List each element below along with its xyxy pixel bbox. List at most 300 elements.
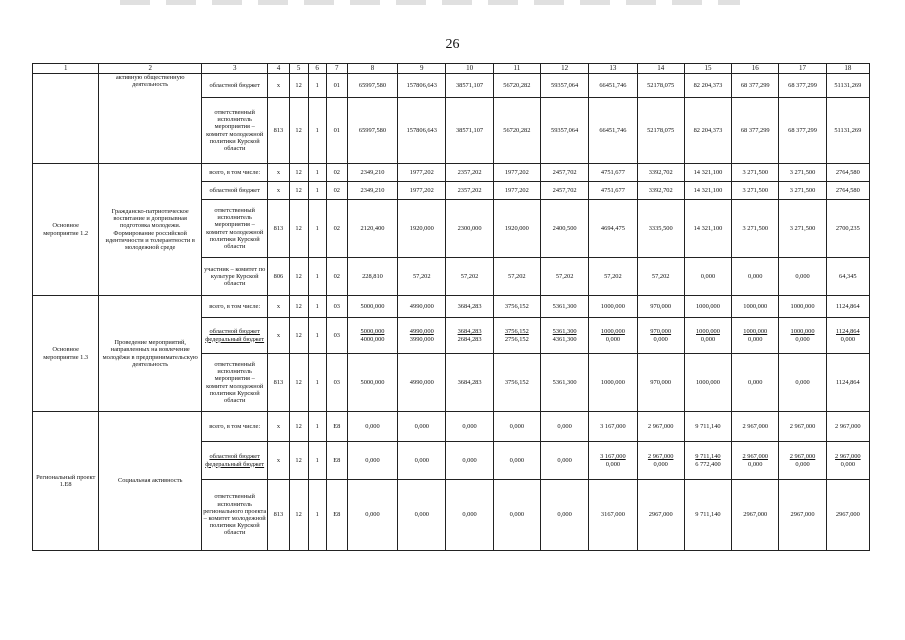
value-cell bbox=[493, 74, 540, 98]
value-cell bbox=[398, 480, 446, 551]
value-line: 0,000 bbox=[795, 378, 810, 386]
code-c4-cell: 813 bbox=[268, 200, 289, 258]
code-c4-cell: x bbox=[268, 296, 289, 318]
value-line: 2 967,000 bbox=[789, 453, 816, 461]
value-line: 57,202 bbox=[555, 272, 574, 280]
value-line: 2457,702 bbox=[552, 186, 577, 194]
value-cell bbox=[826, 182, 869, 200]
header-cell: 11 bbox=[493, 64, 540, 74]
value-cell bbox=[347, 200, 397, 258]
value-cell bbox=[589, 296, 637, 318]
value-line: 2457,702 bbox=[552, 168, 577, 176]
value-line: 0,000 bbox=[365, 456, 380, 464]
value-cell bbox=[779, 480, 826, 551]
value-cell bbox=[684, 442, 731, 480]
value-cell bbox=[540, 164, 588, 182]
value-line: 52178,075 bbox=[647, 126, 675, 134]
value-cell bbox=[779, 164, 826, 182]
value-cell bbox=[826, 74, 869, 98]
value-cell bbox=[446, 98, 493, 164]
value-line: 0,000 bbox=[365, 511, 380, 519]
value-cell bbox=[493, 258, 540, 296]
value-cell bbox=[637, 200, 684, 258]
value-line: 1920,000 bbox=[409, 224, 434, 232]
value-line: 0,000 bbox=[748, 335, 763, 343]
value-line: 1977,202 bbox=[504, 186, 529, 194]
value-cell bbox=[540, 98, 588, 164]
value-cell bbox=[732, 318, 779, 354]
code-c4-cell: x bbox=[268, 74, 289, 98]
value-line: 2349,210 bbox=[360, 186, 385, 194]
value-line: 5000,000 bbox=[360, 328, 385, 336]
value-line: 14 321,100 bbox=[693, 186, 723, 194]
value-cell bbox=[732, 98, 779, 164]
value-line: 4990,000 bbox=[409, 328, 434, 336]
value-line: 1000,000 bbox=[600, 328, 625, 336]
value-cell bbox=[732, 412, 779, 442]
value-line: 3684,283 bbox=[457, 378, 482, 386]
value-line: 4751,677 bbox=[600, 168, 625, 176]
value-line: 68 377,299 bbox=[740, 81, 770, 89]
executor-cell: ответственный исполнитель мероприятия – комитет молодежной политики Курской области bbox=[202, 200, 268, 258]
value-line: 3 271,500 bbox=[789, 186, 816, 194]
value-cell bbox=[589, 412, 637, 442]
value-cell bbox=[347, 480, 397, 551]
value-line: 2357,202 bbox=[457, 186, 482, 194]
value-cell bbox=[589, 442, 637, 480]
value-cell bbox=[493, 318, 540, 354]
code-c6-cell: 1 bbox=[308, 412, 326, 442]
value-line: 2 967,000 bbox=[835, 422, 861, 430]
value-line: 1000,000 bbox=[695, 328, 720, 336]
code-c7-cell: E8 bbox=[326, 442, 347, 480]
value-cell bbox=[637, 74, 684, 98]
value-line: 0,000 bbox=[700, 272, 716, 280]
value-line: 38571,107 bbox=[455, 126, 484, 134]
code-c5-cell: 12 bbox=[289, 74, 308, 98]
value-cell bbox=[347, 98, 397, 164]
value-line: 56720,282 bbox=[503, 126, 531, 134]
value-line: 52178,075 bbox=[647, 81, 675, 89]
value-cell bbox=[732, 74, 779, 98]
value-line: 5361,300 bbox=[552, 328, 577, 336]
value-cell bbox=[826, 296, 869, 318]
executor-cell: областной бюджет bbox=[202, 74, 268, 98]
value-line: 3167,000 bbox=[600, 511, 625, 519]
value-cell bbox=[732, 354, 779, 412]
value-cell bbox=[779, 258, 826, 296]
value-cell bbox=[732, 182, 779, 200]
header-cell: 12 bbox=[540, 64, 588, 74]
value-line: 57,202 bbox=[651, 272, 670, 280]
value-line: 57,202 bbox=[604, 272, 622, 280]
value-line: 157806,643 bbox=[406, 126, 437, 134]
value-line: 0,000 bbox=[557, 456, 572, 464]
value-cell bbox=[347, 442, 397, 480]
value-line: 3 271,500 bbox=[789, 168, 816, 176]
value-cell bbox=[732, 442, 779, 480]
value-line: 68 377,299 bbox=[788, 81, 817, 89]
executor-cell: участник – комитет по культуре Курской области bbox=[202, 258, 268, 296]
value-line: 3684,283 bbox=[457, 328, 482, 336]
value-line: 82 204,373 bbox=[693, 81, 723, 89]
code-c5-cell: 12 bbox=[289, 98, 308, 164]
code-c4-cell: x bbox=[268, 318, 289, 354]
value-line: 0,000 bbox=[414, 422, 429, 430]
header-cell: 9 bbox=[398, 64, 446, 74]
value-cell bbox=[398, 164, 446, 182]
header-cell: 14 bbox=[637, 64, 684, 74]
value-line: 3990,000 bbox=[409, 335, 434, 343]
value-cell bbox=[540, 412, 588, 442]
value-line: 3 167,000 bbox=[600, 422, 626, 430]
value-cell bbox=[493, 182, 540, 200]
value-line: 14 321,100 bbox=[693, 168, 723, 176]
value-line: 1124,864 bbox=[835, 378, 860, 386]
program-code-cell bbox=[33, 74, 99, 164]
value-line: 5361,300 bbox=[552, 378, 577, 386]
value-cell bbox=[398, 182, 446, 200]
value-line: 0,000 bbox=[840, 335, 856, 343]
value-cell bbox=[446, 412, 493, 442]
value-line: 5000,000 bbox=[360, 378, 385, 386]
value-line: 0,000 bbox=[795, 460, 810, 468]
value-cell bbox=[637, 354, 684, 412]
value-line: 2764,580 bbox=[835, 168, 860, 176]
value-line: 2967,000 bbox=[743, 511, 768, 519]
value-line: 0,000 bbox=[462, 422, 477, 430]
code-c6-cell: 1 bbox=[308, 74, 326, 98]
value-cell bbox=[347, 296, 397, 318]
value-line: 1000,000 bbox=[743, 328, 768, 336]
value-line: 0,000 bbox=[605, 460, 621, 468]
value-line: 157806,643 bbox=[406, 81, 437, 89]
value-line: 4990,000 bbox=[409, 378, 434, 386]
code-c6-cell: 1 bbox=[308, 182, 326, 200]
value-line: 0,000 bbox=[557, 511, 572, 519]
value-cell bbox=[779, 412, 826, 442]
value-cell bbox=[589, 354, 637, 412]
code-c5-cell: 12 bbox=[289, 164, 308, 182]
value-line: 2349,210 bbox=[360, 168, 385, 176]
value-cell bbox=[684, 258, 731, 296]
value-cell bbox=[637, 442, 684, 480]
value-cell bbox=[540, 182, 588, 200]
value-cell bbox=[826, 200, 869, 258]
value-line: 2400,500 bbox=[552, 224, 577, 232]
value-line: 66451,746 bbox=[599, 126, 627, 134]
value-cell bbox=[826, 354, 869, 412]
value-line: 66451,746 bbox=[599, 81, 627, 89]
value-cell bbox=[637, 164, 684, 182]
value-line: 2756,152 bbox=[504, 335, 529, 343]
value-cell bbox=[540, 74, 588, 98]
value-cell bbox=[493, 354, 540, 412]
value-line: 38571,107 bbox=[455, 81, 484, 89]
value-line: 0,000 bbox=[795, 335, 810, 343]
value-line: 2684,283 bbox=[457, 335, 482, 343]
value-line: 3 271,500 bbox=[789, 224, 816, 232]
value-cell bbox=[493, 200, 540, 258]
value-cell bbox=[540, 442, 588, 480]
value-cell bbox=[398, 442, 446, 480]
table-row bbox=[33, 164, 870, 182]
value-line: 0,000 bbox=[509, 456, 525, 464]
code-c6-cell: 1 bbox=[308, 354, 326, 412]
value-line: 57,202 bbox=[508, 272, 526, 280]
code-c7-cell: 02 bbox=[326, 182, 347, 200]
value-cell bbox=[398, 412, 446, 442]
value-line: 970,000 bbox=[650, 328, 672, 336]
value-line: 82 204,373 bbox=[693, 126, 723, 134]
value-cell bbox=[732, 296, 779, 318]
program-code-cell: Региональный проект 1.E8 bbox=[33, 412, 99, 551]
value-line: 3756,152 bbox=[504, 378, 529, 386]
value-line: 0,000 bbox=[365, 422, 380, 430]
value-cell bbox=[347, 354, 397, 412]
value-cell bbox=[446, 442, 493, 480]
value-line: 6 772,400 bbox=[695, 460, 721, 468]
value-cell bbox=[732, 480, 779, 551]
value-cell bbox=[684, 412, 731, 442]
code-c7-cell: 01 bbox=[326, 74, 347, 98]
code-c6-cell: 1 bbox=[308, 296, 326, 318]
value-cell bbox=[637, 480, 684, 551]
value-cell bbox=[398, 296, 446, 318]
value-cell bbox=[684, 318, 731, 354]
value-line: 4361,300 bbox=[552, 335, 577, 343]
value-line: 2 967,000 bbox=[742, 422, 769, 430]
value-cell bbox=[779, 296, 826, 318]
header-cell: 13 bbox=[589, 64, 637, 74]
value-line: 0,000 bbox=[462, 456, 477, 464]
value-cell bbox=[493, 412, 540, 442]
executor-cell: всего, в том числе: bbox=[202, 412, 268, 442]
value-cell bbox=[446, 258, 493, 296]
header-cell: 10 bbox=[446, 64, 493, 74]
executor-cell: всего, в том числе: bbox=[202, 296, 268, 318]
value-line: 2 967,000 bbox=[742, 453, 769, 461]
value-cell bbox=[779, 200, 826, 258]
code-c7-cell: E8 bbox=[326, 412, 347, 442]
header-cell: 2 bbox=[99, 64, 202, 74]
code-c7-cell: 02 bbox=[326, 200, 347, 258]
value-line: 1977,202 bbox=[504, 168, 529, 176]
value-line: 2700,235 bbox=[835, 224, 860, 232]
value-line: 2764,580 bbox=[835, 186, 860, 194]
value-cell bbox=[732, 258, 779, 296]
value-line: 3 271,500 bbox=[742, 186, 769, 194]
code-c5-cell: 12 bbox=[289, 412, 308, 442]
value-cell bbox=[493, 480, 540, 551]
value-cell bbox=[493, 296, 540, 318]
value-cell bbox=[589, 258, 637, 296]
value-line: 1000,000 bbox=[600, 378, 625, 386]
value-line: 1000,000 bbox=[790, 302, 815, 310]
value-line: 2 967,000 bbox=[789, 422, 816, 430]
value-cell bbox=[779, 318, 826, 354]
executor-cell: ответственный исполнитель регионального проекта – комитет молодежной политики Курской области bbox=[202, 480, 268, 551]
value-line: 1000,000 bbox=[695, 302, 720, 310]
value-line: 65997,580 bbox=[358, 81, 387, 89]
code-c6-cell: 1 bbox=[308, 442, 326, 480]
executor-cell: ответственный исполнитель мероприятия – комитет молодежной политики Курской области bbox=[202, 354, 268, 412]
header-cell: 1 bbox=[33, 64, 99, 74]
value-cell bbox=[398, 200, 446, 258]
value-cell bbox=[446, 74, 493, 98]
code-c4-cell: 813 bbox=[268, 98, 289, 164]
value-cell bbox=[684, 74, 731, 98]
program-code-cell: Основное мероприятие 1.3 bbox=[33, 296, 99, 412]
value-line: 3684,283 bbox=[457, 302, 482, 310]
value-line: 2 967,000 bbox=[647, 422, 674, 430]
value-cell bbox=[589, 480, 637, 551]
value-cell bbox=[637, 182, 684, 200]
value-cell bbox=[826, 412, 869, 442]
value-line: 4000,000 bbox=[360, 335, 385, 343]
value-cell bbox=[540, 200, 588, 258]
value-cell bbox=[779, 98, 826, 164]
value-line: 3 167,000 bbox=[600, 453, 626, 461]
value-line: 0,000 bbox=[653, 335, 668, 343]
value-cell bbox=[347, 318, 397, 354]
value-line: 970,000 bbox=[650, 302, 672, 310]
code-c5-cell: 12 bbox=[289, 200, 308, 258]
value-cell bbox=[732, 164, 779, 182]
value-cell bbox=[637, 296, 684, 318]
value-line: 228,810 bbox=[362, 272, 383, 280]
header-cell: 6 bbox=[308, 64, 326, 74]
value-cell bbox=[732, 200, 779, 258]
header-cell: 5 bbox=[289, 64, 308, 74]
value-cell bbox=[684, 200, 731, 258]
value-line: 59357,064 bbox=[551, 126, 579, 134]
value-cell bbox=[684, 354, 731, 412]
value-cell bbox=[637, 258, 684, 296]
value-line: 57,202 bbox=[412, 272, 431, 280]
value-line: 1000,000 bbox=[600, 302, 625, 310]
value-cell bbox=[589, 98, 637, 164]
code-c6-cell: 1 bbox=[308, 98, 326, 164]
value-cell bbox=[684, 98, 731, 164]
value-line: 2967,000 bbox=[790, 511, 815, 519]
value-cell bbox=[347, 412, 397, 442]
header-cell: 18 bbox=[826, 64, 869, 74]
value-line: 14 321,100 bbox=[693, 224, 723, 232]
value-line: 1124,864 bbox=[835, 302, 860, 310]
value-cell bbox=[398, 354, 446, 412]
value-cell bbox=[779, 442, 826, 480]
value-line: 68 377,299 bbox=[740, 126, 770, 134]
value-line: 9 711,140 bbox=[695, 422, 721, 430]
value-line: 1977,202 bbox=[409, 186, 434, 194]
value-cell bbox=[540, 258, 588, 296]
code-c4-cell: x bbox=[268, 412, 289, 442]
scan-artifact bbox=[120, 0, 740, 5]
value-cell bbox=[446, 296, 493, 318]
value-cell bbox=[589, 318, 637, 354]
value-line: 5361,300 bbox=[552, 302, 577, 310]
value-cell bbox=[589, 74, 637, 98]
executor-cell: всего, в том числе: bbox=[202, 164, 268, 182]
value-cell bbox=[684, 164, 731, 182]
value-cell bbox=[637, 98, 684, 164]
table-row bbox=[33, 74, 870, 98]
value-line: 3756,152 bbox=[504, 328, 529, 336]
value-line: 59357,064 bbox=[551, 81, 579, 89]
value-cell bbox=[446, 480, 493, 551]
value-line: 3392,702 bbox=[648, 186, 673, 194]
value-line: 1000,000 bbox=[695, 378, 720, 386]
value-cell bbox=[826, 98, 869, 164]
table-row bbox=[33, 412, 870, 442]
value-line: 0,000 bbox=[509, 422, 525, 430]
value-cell bbox=[347, 182, 397, 200]
value-cell bbox=[826, 318, 869, 354]
value-line: 64,345 bbox=[839, 272, 857, 280]
code-c5-cell: 12 bbox=[289, 480, 308, 551]
value-line: 68 377,299 bbox=[788, 126, 817, 134]
header-row bbox=[33, 64, 870, 74]
code-c7-cell: 02 bbox=[326, 164, 347, 182]
value-cell bbox=[347, 258, 397, 296]
value-line: 2 967,000 bbox=[647, 453, 674, 461]
code-c7-cell: 03 bbox=[326, 296, 347, 318]
value-line: 2300,000 bbox=[457, 224, 482, 232]
value-line: 1977,202 bbox=[409, 168, 434, 176]
value-cell bbox=[637, 318, 684, 354]
value-line: 0,000 bbox=[414, 511, 429, 519]
value-cell bbox=[684, 182, 731, 200]
value-line: 0,000 bbox=[509, 511, 525, 519]
code-c4-cell: x bbox=[268, 164, 289, 182]
code-c4-cell: 813 bbox=[268, 354, 289, 412]
value-line: 1000,000 bbox=[743, 302, 768, 310]
header-cell: 15 bbox=[684, 64, 731, 74]
value-cell bbox=[779, 354, 826, 412]
code-c6-cell: 1 bbox=[308, 318, 326, 354]
value-cell bbox=[826, 164, 869, 182]
value-line: 1124,864 bbox=[835, 328, 860, 336]
value-line: 1000,000 bbox=[790, 328, 815, 336]
program-title-cell: Гражданско-патриотическое воспитание и допризывная подготовка молодежи. Формирование российской идентичности и толерантности в молодежной среде bbox=[99, 164, 202, 296]
value-line: 4751,677 bbox=[600, 186, 625, 194]
value-cell bbox=[446, 200, 493, 258]
code-c4-cell: 813 bbox=[268, 480, 289, 551]
value-line: 0,000 bbox=[605, 335, 621, 343]
code-c7-cell: E8 bbox=[326, 480, 347, 551]
code-c5-cell: 12 bbox=[289, 442, 308, 480]
value-line: 0,000 bbox=[748, 460, 763, 468]
value-line: 0,000 bbox=[462, 511, 477, 519]
value-line: 51131,269 bbox=[834, 81, 862, 89]
value-line: 1920,000 bbox=[504, 224, 529, 232]
program-code-cell: Основное мероприятие 1.2 bbox=[33, 164, 99, 296]
header-cell: 3 bbox=[202, 64, 268, 74]
code-c7-cell: 02 bbox=[326, 258, 347, 296]
code-c5-cell: 12 bbox=[289, 318, 308, 354]
program-title-cell: Проведение мероприятий, направленных на вовлечение молодёжи в предпринимательскую деятельность bbox=[99, 296, 202, 412]
table-row bbox=[33, 296, 870, 318]
value-line: 65997,580 bbox=[358, 126, 387, 134]
value-line: 4990,000 bbox=[409, 302, 434, 310]
value-cell bbox=[398, 98, 446, 164]
value-line: 0,000 bbox=[748, 378, 763, 386]
value-line: 0,000 bbox=[414, 456, 429, 464]
code-c6-cell: 1 bbox=[308, 164, 326, 182]
header-cell: 17 bbox=[779, 64, 826, 74]
value-line: 0,000 bbox=[840, 460, 856, 468]
